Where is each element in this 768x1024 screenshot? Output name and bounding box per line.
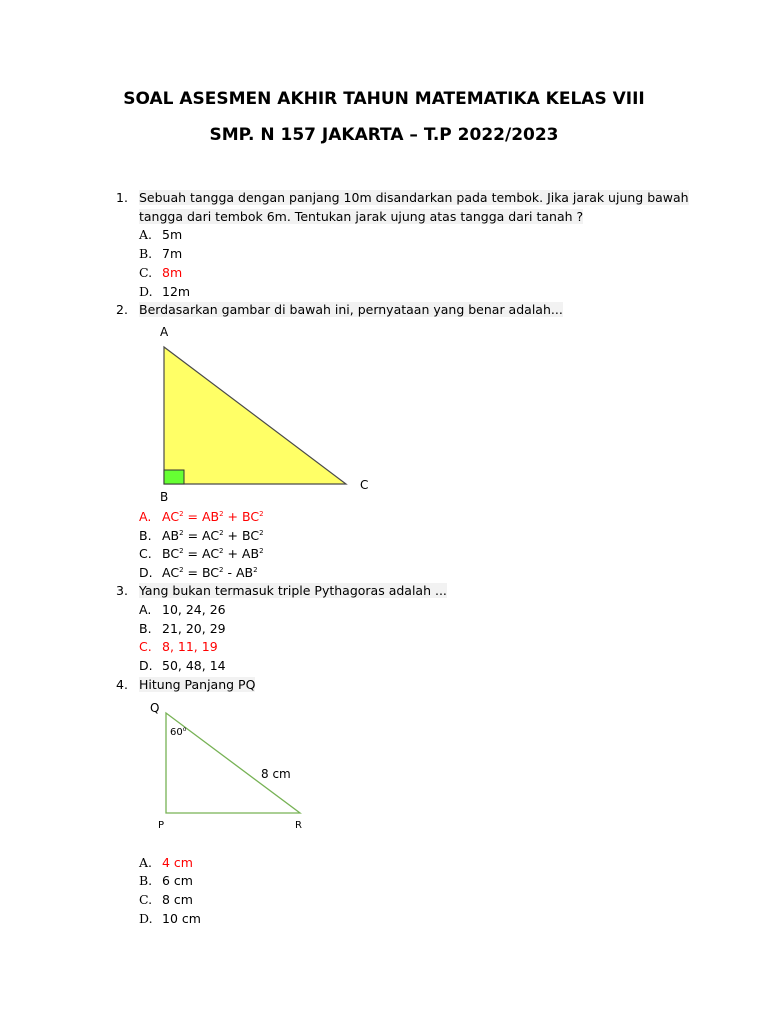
question-3-number: 3.	[116, 583, 128, 598]
q4-option-b-letter: B.	[139, 873, 153, 888]
hypotenuse-length-label: 8 cm	[261, 767, 291, 781]
q2-option-c: $BC^2 = AC^2 + AB^2$	[162, 546, 264, 561]
q4-option-a-letter: A.	[139, 855, 153, 870]
q1-option-b-letter: B.	[139, 246, 153, 261]
document-title: SOAL ASESMEN AKHIR TAHUN MATEMATIKA KELAS VIII	[123, 89, 645, 109]
q4-option-a-correct: 4 cm	[162, 855, 193, 870]
question-1-number: 1.	[116, 190, 128, 205]
q2-option-d: $AC^2 = BC^2 - AB^2$	[162, 565, 258, 580]
q3-option-a: 10, 24, 26	[162, 602, 226, 617]
vertex-label-c: C	[360, 478, 369, 492]
q3-option-c-letter: C.	[139, 639, 152, 654]
question-1-text-line-1: Sebuah tangga dengan panjang 10m disandarkan pada tembok. Jika jarak ujung bawah	[139, 190, 689, 205]
q4-option-d-letter: D.	[139, 911, 153, 926]
q4-option-d: 10 cm	[162, 911, 201, 926]
q3-option-b: 21, 20, 29	[162, 621, 226, 636]
question-3-text: Yang bukan termasuk triple Pythagoras adalah ...	[139, 583, 447, 598]
vertex-label-q: Q	[150, 701, 160, 715]
q3-option-b-letter: B.	[139, 621, 152, 636]
q3-option-c-correct: 8, 11, 19	[162, 639, 218, 654]
q1-option-b: 7m	[162, 246, 183, 261]
vertex-label-p: P	[158, 820, 165, 831]
q1-option-a-letter: A.	[139, 227, 153, 242]
triangle-abc	[164, 347, 346, 484]
q1-option-d: 12m	[162, 284, 191, 299]
document-subtitle: SMP. N 157 JAKARTA – T.P 2022/2023	[209, 125, 559, 145]
question-1-text-line-2: tangga dari tembok 6m. Tentukan jarak ujung atas tangga dari tanah ?	[139, 209, 584, 224]
q3-option-d-letter: D.	[139, 658, 153, 673]
q2-option-d-letter: D.	[139, 565, 153, 580]
vertex-label-b: B	[160, 490, 169, 504]
q4-option-c: 8 cm	[162, 892, 193, 907]
q4-option-b: 6 cm	[162, 873, 193, 888]
right-angle-marker-b	[164, 470, 184, 484]
q2-option-b: $AB^2 = AC^2 + BC^2$	[162, 528, 264, 543]
question-2-text: Berdasarkan gambar di bawah ini, pernyataan yang benar adalah...	[139, 302, 563, 317]
q3-option-d: 50, 48, 14	[162, 658, 226, 673]
q1-option-d-letter: D.	[139, 284, 153, 299]
vertex-label-r: R	[295, 820, 302, 831]
vertex-label-a: A	[160, 325, 169, 339]
q2-option-c-letter: C.	[139, 546, 152, 561]
q1-option-c-correct: 8m	[162, 265, 183, 280]
question-4-text: Hitung Panjang PQ	[139, 677, 256, 692]
q3-option-a-letter: A.	[139, 602, 152, 617]
q2-option-a-correct: $AC^2 = AB^2 + BC^2$	[162, 509, 264, 524]
triangle-pqr	[166, 713, 300, 813]
q2-option-b-letter: B.	[139, 528, 152, 543]
q2-option-a-letter: A.	[139, 509, 152, 524]
q1-option-c-letter: C.	[139, 265, 153, 280]
question-2-number: 2.	[116, 302, 128, 317]
angle-label-q: 60$^o$	[170, 726, 187, 738]
question-4-number: 4.	[116, 677, 128, 692]
q4-option-c-letter: C.	[139, 892, 153, 907]
q1-option-a: 5m	[162, 227, 183, 242]
